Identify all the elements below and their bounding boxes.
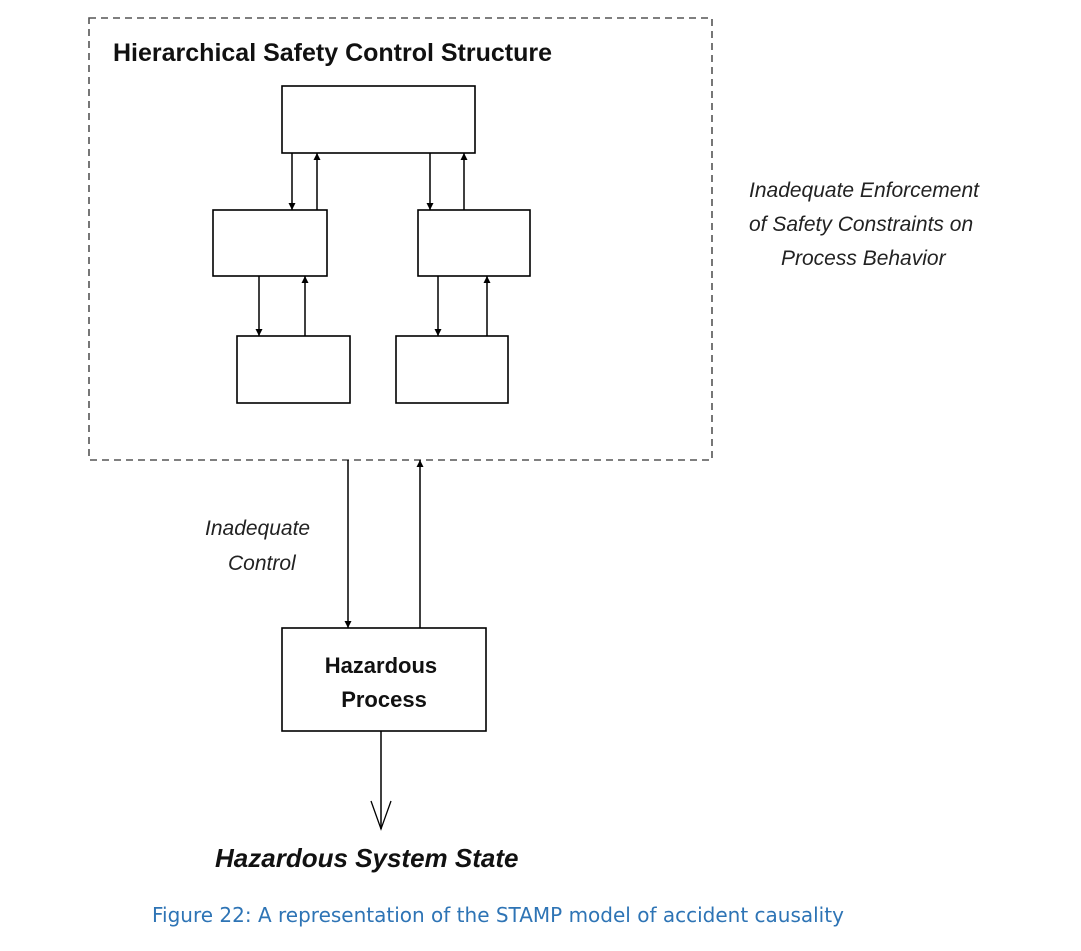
enforcement-note-line: Process Behavior: [781, 247, 946, 270]
hazardous-process-line: Hazardous: [324, 653, 438, 678]
hazardous-process-box: [282, 628, 486, 731]
middle-left-controller-box: [213, 210, 327, 276]
hazardous-system-state: Hazardous System State: [215, 843, 519, 873]
enforcement-note-line: Inadequate Enforcement: [749, 179, 979, 202]
bottom-right-controller-box: [396, 336, 508, 403]
structure-title: Hierarchical Safety Control Structure: [113, 39, 553, 67]
bottom-left-controller-box: [237, 336, 350, 403]
enforcement-note: [749, 179, 985, 270]
top-controller-box: [282, 86, 475, 153]
figure-caption: Figure 22: A representation of the STAMP model of accident causality: [152, 903, 844, 927]
inadequate-control-line: Inadequate: [205, 517, 311, 540]
hazardous-process-line: Process: [341, 687, 427, 712]
inadequate-control-label: [205, 517, 316, 575]
inadequate-control-line: Control: [228, 552, 296, 575]
enforcement-note-line: of Safety Constraints on: [749, 213, 974, 236]
middle-right-controller-box: [418, 210, 530, 276]
